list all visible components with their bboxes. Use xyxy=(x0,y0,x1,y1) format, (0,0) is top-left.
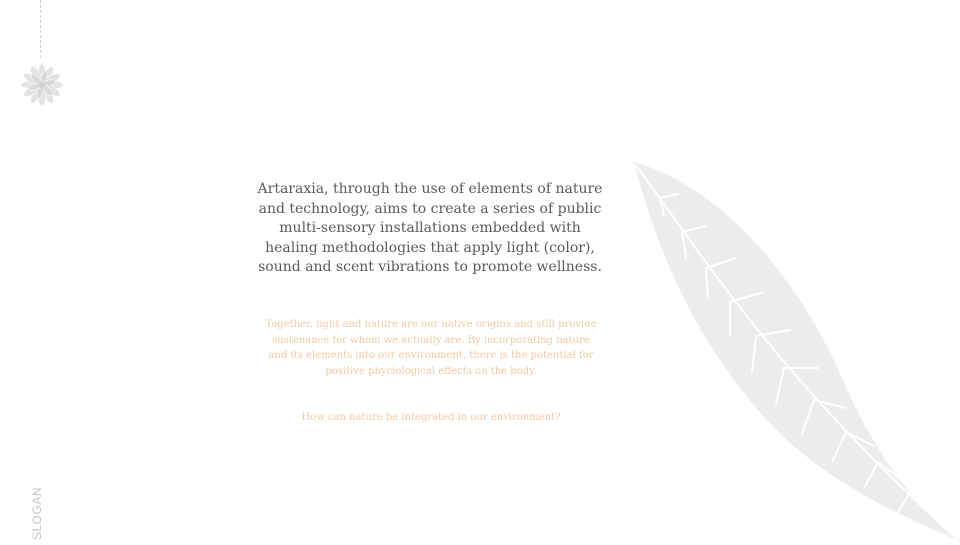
body-text: Artaraxia, through the use of elements of nature and technology, aims to create a series of public multi-sensory installations embedded with healing methodologies that apply light (color), sound and scent vibrations to promote wellness. xyxy=(257,181,603,275)
leaf-illustration xyxy=(620,150,960,545)
question-text: How can nature be integrated in our environment? xyxy=(301,412,561,423)
lotus-icon xyxy=(20,63,64,107)
hanging-dashed-line xyxy=(40,0,41,58)
slogan-label: SLOGAN xyxy=(30,486,44,540)
secondary-text: Together, light and nature are our native origins and still provide sustenance for whom we actually are. By incorporating nature and its elements into our environment, there is the potential for positive phyciological effects on the body. xyxy=(265,319,597,377)
